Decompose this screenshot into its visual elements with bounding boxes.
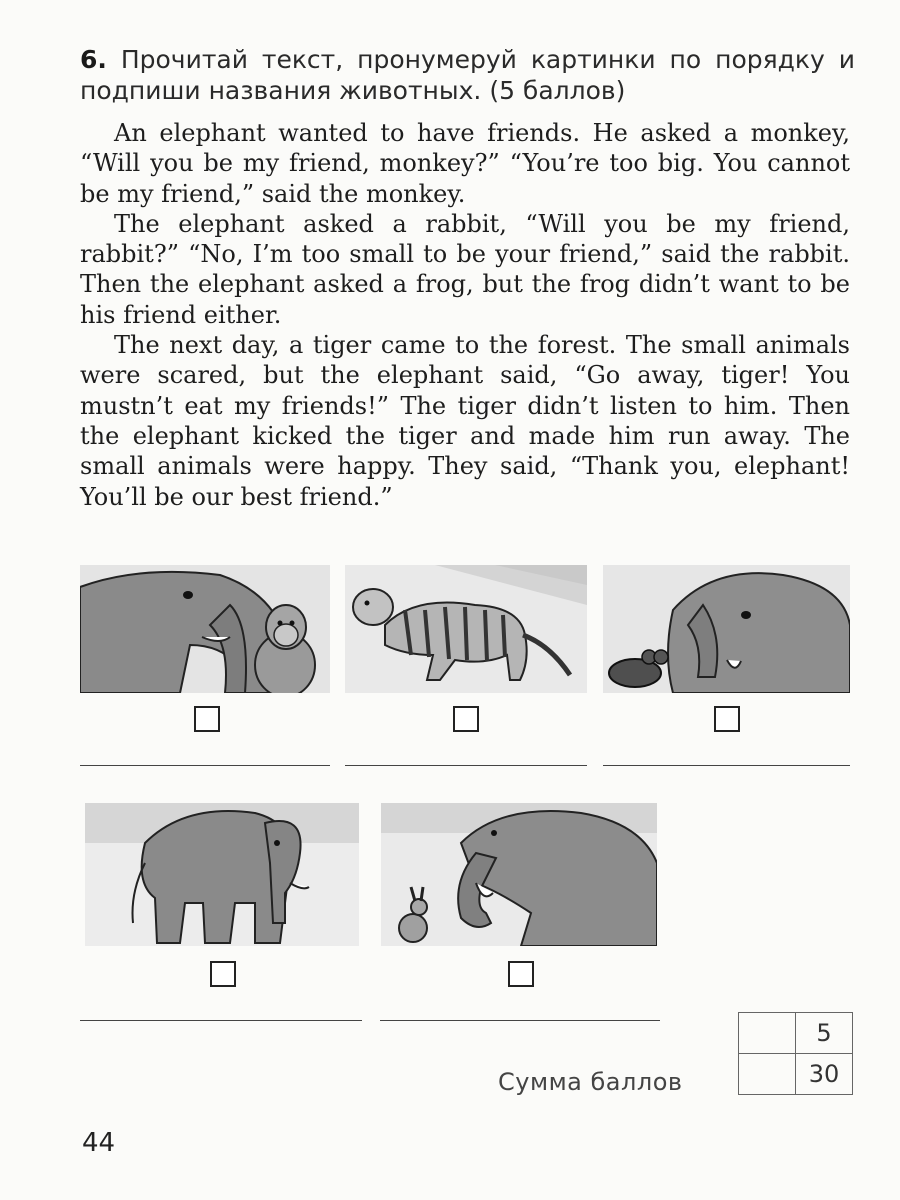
task-text: Прочитай текст, пронумеруй картинки по порядку и подпиши названия животных. (5 баллов) xyxy=(80,45,855,105)
story-text xyxy=(80,118,850,512)
elephant-monkey-illustration xyxy=(80,565,330,693)
picture-elephant xyxy=(85,803,359,946)
total-score-max: 30 xyxy=(796,1054,853,1095)
picture-elephant-monkey xyxy=(80,565,330,693)
answer-line-2[interactable] xyxy=(345,765,587,766)
task-instruction xyxy=(80,44,855,106)
total-score-input[interactable] xyxy=(739,1054,796,1095)
task-score-row xyxy=(739,1013,853,1054)
story-paragraph: The next day, a tiger came to the forest. The small animals were scared, but the elephant said, “Go away, tiger! You mustn’t eat my friends!” The tiger didn’t listen to him. Then the elephant kicked the tiger and made him run away. The small animals were happy. They said, “Thank you, elephant! You’ll be our best friend.” xyxy=(80,331,850,511)
number-box-2[interactable] xyxy=(453,706,479,732)
number-box-1[interactable] xyxy=(194,706,220,732)
story-paragraph: The elephant asked a rabbit, “Will you be my friend, rabbit?” “No, I’m too small to be your friend,” said the rabbit. Then the elephant asked a frog, but the frog didn’t want to be his friend either. xyxy=(80,209,850,329)
answer-line-3[interactable] xyxy=(603,765,850,766)
total-score-label: Сумма баллов xyxy=(498,1068,683,1096)
total-score-row xyxy=(739,1054,853,1095)
elephant-frog-illustration xyxy=(603,565,850,693)
page-number: 44 xyxy=(82,1128,116,1158)
task-score-input[interactable] xyxy=(739,1013,796,1054)
number-box-4[interactable] xyxy=(210,961,236,987)
task-number: 6. xyxy=(80,45,107,74)
answer-line-1[interactable] xyxy=(80,765,330,766)
picture-elephant-rabbit xyxy=(381,803,657,946)
answer-line-4[interactable] xyxy=(80,1020,362,1021)
number-box-3[interactable] xyxy=(714,706,740,732)
tiger-illustration xyxy=(345,565,587,693)
score-table xyxy=(738,1012,853,1095)
answer-line-5[interactable] xyxy=(380,1020,660,1021)
picture-elephant-frog xyxy=(603,565,850,693)
number-box-5[interactable] xyxy=(508,961,534,987)
task-score-max: 5 xyxy=(796,1013,853,1054)
elephant-illustration xyxy=(85,803,359,946)
story-paragraph: An elephant wanted to have friends. He asked a monkey, “Will you be my friend, monkey?” “You’re too big. You cannot be my friend,” said the monkey. xyxy=(80,119,850,208)
picture-tiger xyxy=(345,565,587,693)
elephant-rabbit-illustration xyxy=(381,803,657,946)
